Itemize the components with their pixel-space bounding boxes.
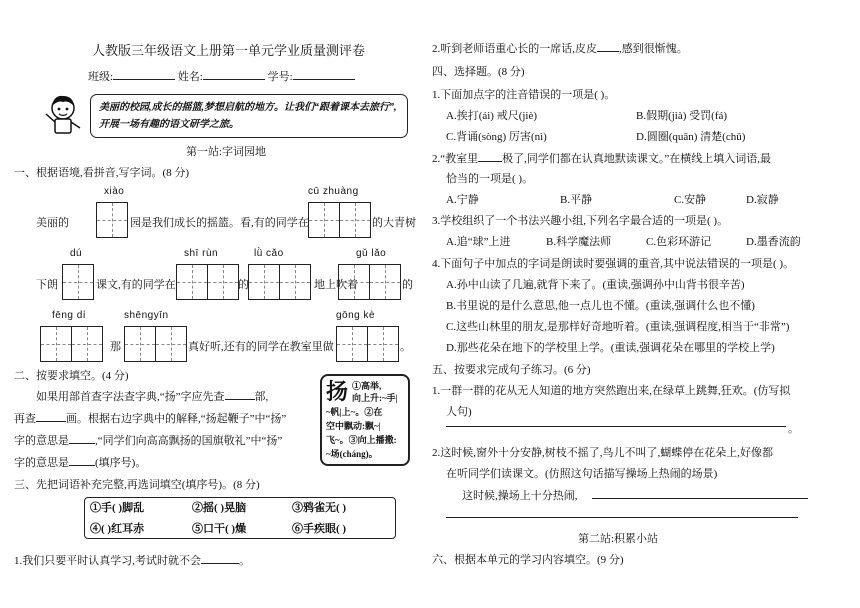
idiom-item[interactable]: ⑥手疾眼( ) [292,523,347,535]
idiom-item[interactable]: ③鸦雀无( ) [292,502,347,514]
q5-item2-cont: 在听同学们读课文。(仿照这句话描写操场上热闹的场景) [446,468,718,480]
q4-4-option-b[interactable]: B.书里说的是什么意思,他一点儿也不懂。(重读,强调什么也不懂) [446,300,755,312]
dict-line1: ①高举, [352,381,382,391]
q4-item2-cont: 恰当的一项是( )。 [446,173,534,185]
q1-text-na: 那 [110,341,121,353]
q3-heading: 三、先把词语补充完整,再选词填空(填序号)。(8 分) [14,479,260,491]
q4-1-option-c[interactable]: C.背诵(sòng) 厉害(nì) [446,131,547,143]
writing-box-du[interactable] [62,264,94,300]
q2-line1: 如果用部首查字法查字典,“扬”字应先查 部, [36,391,269,403]
q4-4-option-c[interactable]: C.这些山林里的朋友,是那样好奇地听着。(重读,强调程度,相当于“非常”) [446,321,790,333]
page-title: 人教版三年级语文上册第一单元学业质量测评卷 [92,43,366,58]
q2-blank-strokes[interactable] [36,421,66,422]
q4-3-option-c[interactable]: C.色彩环游记 [646,236,712,248]
q4-4-option-d[interactable]: D.那些花朵在地下的学校里上学。(重读,强调花朵在哪里的学校上学) [446,342,775,354]
q2-line3: 字的意思是 ,“同学们向高高飘扬的国旗敬礼”中“扬” [14,435,283,447]
id-label: 学号: [267,71,293,83]
writing-box-gongke[interactable] [336,326,399,362]
pinyin-gulao: gǔ lǎo [356,248,387,259]
q4-1-option-d[interactable]: D.圆圈(quān) 清楚(chǔ) [636,131,746,143]
q4-3-option-b[interactable]: B.科学魔法师 [546,236,612,248]
writing-box-xiao[interactable] [96,202,128,238]
dict-line2: 向上升:~手| [352,393,398,403]
q1-text-zhenhaoting: 真好听,还有的同学在教室里做 [188,341,334,353]
q4-1-option-b[interactable]: B.假期(jià) 受罚(fá) [636,110,728,122]
q5-item1-cont: 人句) [446,406,472,418]
q4-item4: 4.下面句子中加点的字词是朗读时要强调的重音,其中说法错误的一项是( )。 [432,258,795,270]
q2-blank-meaning2[interactable] [69,465,95,466]
q2-line2: 再查 画。根据右边字典中的解释,“扬起鞭子”中“扬” [14,413,287,425]
q1-text-end: 。 [400,341,411,353]
q4-2-option-c[interactable]: C.安静 [674,194,707,206]
q1-text-kewen: 课文,有的同学在 [96,279,176,291]
name-label: 姓名: [177,71,203,83]
intro-line1: 美丽的校园,成长的摇篮,梦想启航的地方。让我们“跟着课本去旅行”, [99,102,397,113]
q1-text-meilide: 美丽的 [36,217,69,229]
q1-heading: 一、根据语境,看拼音,写字词。(8 分) [14,167,190,179]
writing-box-shirun[interactable] [176,264,239,300]
idiom-item[interactable]: ②摇( )晃脑 [192,502,247,514]
student-info [88,68,355,84]
station1-title: 第一站:字词园地 [186,146,267,158]
class-label: 班级: [88,71,114,83]
q6-heading: 六、根据本单元的学习内容填空。(9 分) [432,554,624,566]
q3-blank-2[interactable] [597,51,619,52]
q4-1-option-a[interactable]: A.挨打(ái) 戒尺(jiè) [446,110,538,122]
q3-sentence2: 2.听到老师语重心长的一席话,皮皮 ,感到很惭愧。 [432,43,688,55]
q1-text-de2: 的 [402,279,413,291]
pinyin-fengdi: fēng dí [52,310,87,321]
q5-heading: 五、按要求完成句子练习。(6 分) [432,364,591,376]
class-field[interactable] [113,79,175,80]
q1-text-dishang: 地上吹着 [314,279,358,291]
writing-box-lucao[interactable] [248,264,311,300]
intro-line2: 开展一场有趣的语文研学之旅。 [99,119,239,130]
dict-line5: 飞~。③向上播撒: [326,435,397,445]
q5-1-period: 。 [788,423,799,435]
q5-2-answer-line2[interactable] [446,517,798,518]
dict-line4: 空中飘动:飘~| [326,421,381,431]
station2-title: 第二站:积累小站 [578,533,659,545]
q3-blank-1[interactable] [201,563,239,564]
q2-line4: 字的意思是 (填序号)。 [14,457,147,469]
dict-line6: ~场(cháng)。 [326,449,378,459]
student-mascot-icon [40,92,86,138]
pinyin-shengyin: shēngyīn [124,310,169,321]
q1-text-de1: 的 [238,279,249,291]
q1-text-dashu: 的大青树 [372,217,416,229]
pinyin-gongke: gōng kè [336,310,376,321]
writing-box-fengdi[interactable] [40,326,103,362]
idiom-item[interactable]: ⑤口干( )燥 [192,523,247,535]
q4-2-option-b[interactable]: B.平静 [560,194,593,206]
intro-speech-bubble [90,94,408,138]
pinyin-du: dú [70,248,83,259]
dictionary-entry-box [320,374,410,466]
q2-blank-radical[interactable] [225,399,255,400]
q3-sentence1: 1.我们只要平时认真学习,考试时就不会 。 [14,555,250,567]
pinyin-lucao: lǜ cǎo [254,248,284,259]
idiom-item[interactable]: ④( )红耳赤 [90,523,145,535]
q4-2-blank[interactable] [478,161,502,162]
id-field[interactable] [293,79,355,80]
q4-4-option-a[interactable]: A.孙中山读了几遍,就背下来了。(重读,强调孙中山背书很辛苦) [446,279,745,291]
dict-line3: ~帆|上~。②在 [326,407,383,417]
q2-blank-meaning1[interactable] [69,443,95,444]
q4-item2: 2.“教室里 极了,同学们都在认真地默读课文。”在横线上填入词语,最 [432,153,772,165]
q5-1-answer-line[interactable] [446,426,786,427]
q4-2-option-d[interactable]: D.寂静 [746,194,779,206]
q4-3-option-a[interactable]: A.追“球”上进 [446,236,511,248]
q5-item2: 2.这时候,窗外十分安静,树枝不摇了,鸟儿不叫了,蝴蝶停在花朵上,好像都 [432,447,773,459]
q5-item2-prompt: 这时候,操场上十分热闹, [462,490,578,502]
q4-item3: 3.学校组织了一个书法兴趣小组,下列名字最合适的一项是( )。 [432,215,729,227]
q5-item1: 1.一群一群的花从无人知道的地方突然跑出来,在绿草上跳舞,狂欢。(仿写拟 [432,385,791,397]
writing-box-cuzhuang[interactable] [308,202,371,238]
q4-3-option-d[interactable]: D.墨香流韵 [746,236,801,248]
q2-heading: 二、按要求填空。(4 分) [14,370,129,382]
q5-2-answer-line1[interactable] [592,498,808,499]
q1-text-yuan: 园是我们成长的摇篮。看,有的同学在 [130,217,309,229]
dict-char: 扬 [326,379,349,404]
q4-2-option-a[interactable]: A.宁静 [446,194,479,206]
writing-box-shengyin[interactable] [124,326,187,362]
q1-text-xialang: 下朗 [36,279,58,291]
pinyin-shirun: shī rùn [184,248,219,259]
q4-item1: 1.下面加点字的注音错误的一项是( )。 [432,89,616,101]
q4-heading: 四、选择题。(8 分) [432,66,525,78]
idiom-item[interactable]: ①手( )脚乱 [90,502,145,514]
pinyin-xiao: xiào [104,186,125,197]
name-field[interactable] [203,79,265,80]
pinyin-cuzhuang: cū zhuàng [308,186,359,197]
writing-box-gulao[interactable] [338,264,401,300]
